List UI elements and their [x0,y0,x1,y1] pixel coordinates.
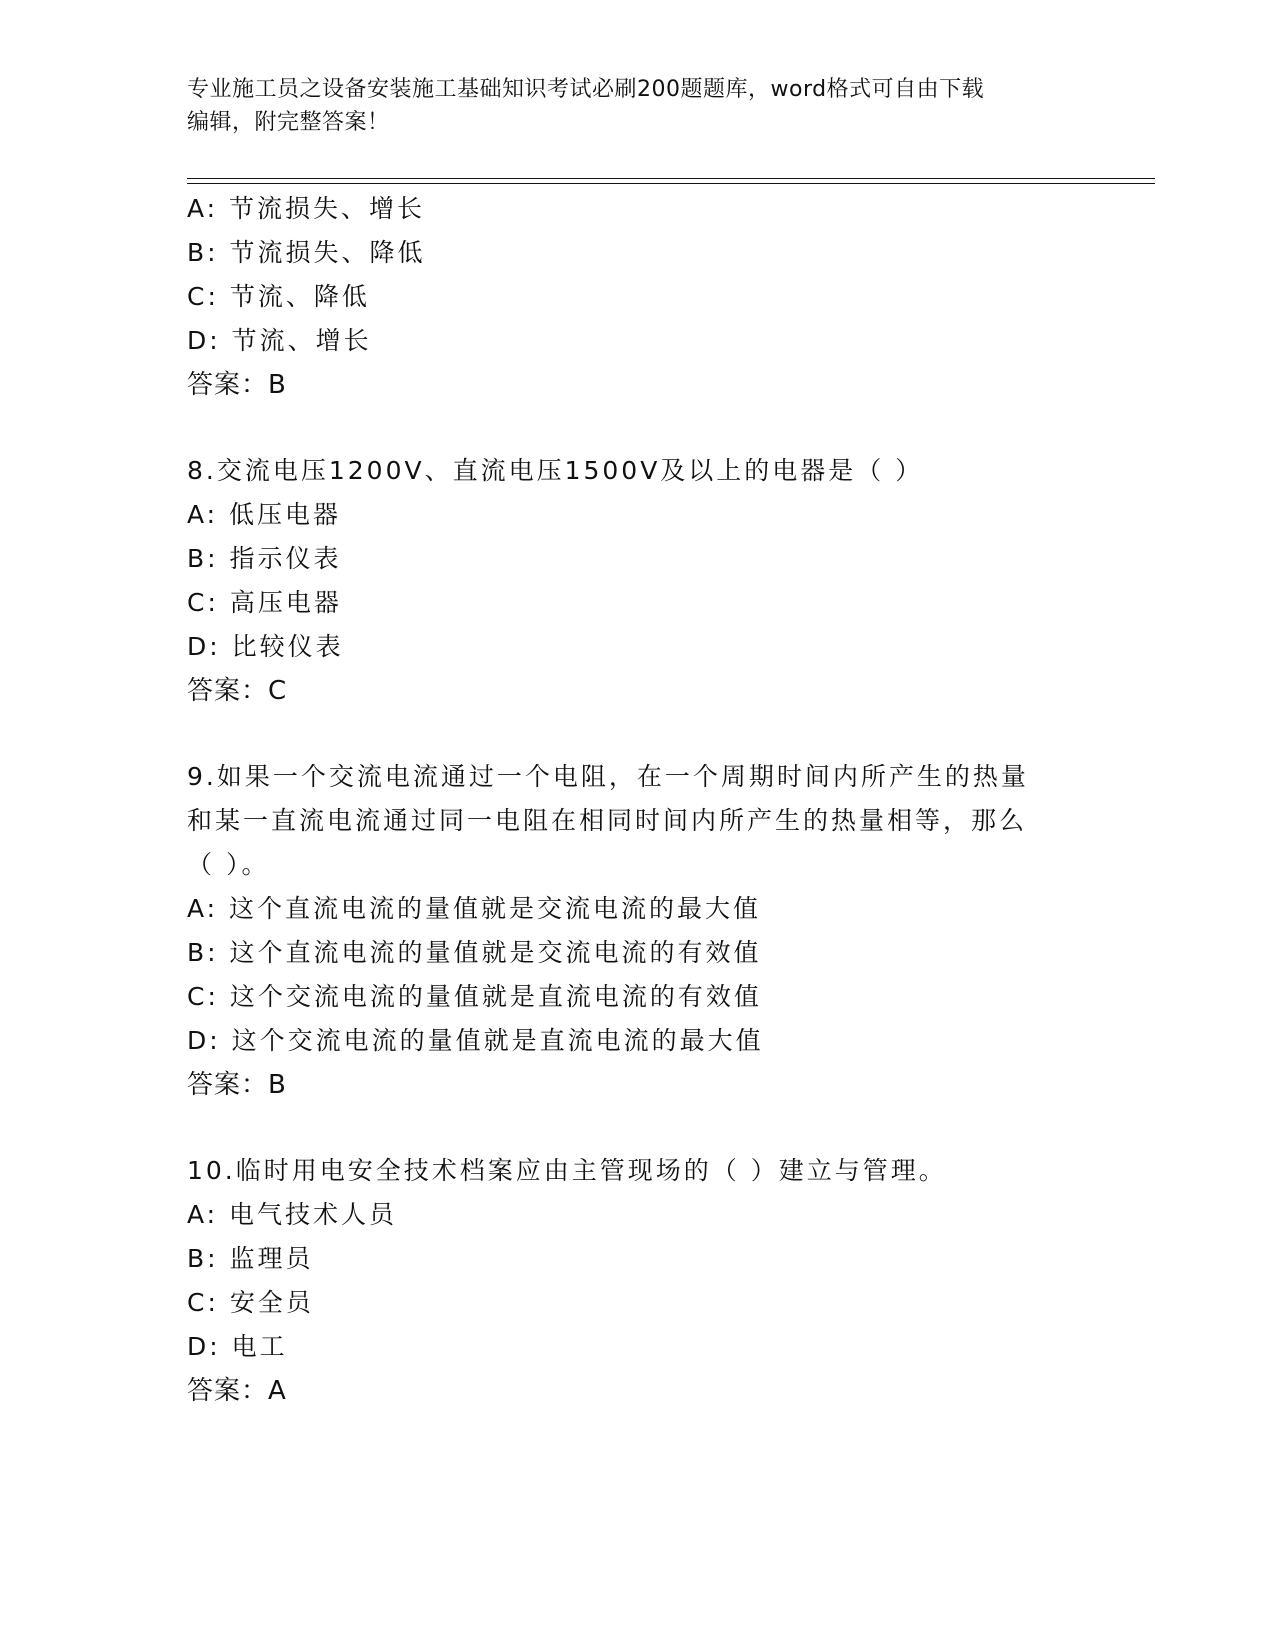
q9-option-b: B: 这个直流电流的量值就是交流电流的有效值 [187,938,762,967]
q10-option-c: C: 安全员 [187,1288,314,1317]
q9-option-a: A: 这个直流电流的量值就是交流电流的最大值 [187,894,762,923]
q7-answer: 答案：B [187,370,287,400]
q8-stem: 8.交流电压1200V、直流电压1500V及以上的电器是（ ） [187,456,924,485]
q9-answer: 答案：B [187,1070,287,1100]
header-line-1: 专业施工员之设备安装施工基础知识考试必刷200题题库，word格式可自由下载 [187,77,985,102]
q8-option-a: A: 低压电器 [187,500,342,529]
q9-stem-line-3: （ ）。 [187,850,270,879]
q8-option-b: B: 指示仪表 [187,544,342,573]
q9-stem-line-2: 和某一直流电流通过同一电阻在相同时间内所产生的热量相等，那么 [187,806,1028,835]
q7-option-a: A: 节流损失、增长 [187,194,426,223]
q10-answer: 答案：A [187,1376,287,1406]
header-line-2: 编辑，附完整答案！ [187,110,390,135]
q9-option-c: C: 这个交流电流的量值就是直流电流的有效值 [187,982,762,1011]
q8-option-c: C: 高压电器 [187,588,342,617]
q7-option-d: D: 节流、增长 [187,326,372,355]
header-divider-bottom [187,183,1155,184]
q8-option-d: D: 比较仪表 [187,632,344,661]
q7-option-c: C: 节流、降低 [187,282,370,311]
q8-answer: 答案：C [187,676,288,706]
q10-stem: 10.临时用电安全技术档案应由主管现场的（ ）建立与管理。 [187,1156,947,1185]
q7-option-b: B: 节流损失、降低 [187,238,426,267]
q10-option-b: B: 监理员 [187,1244,314,1273]
header-divider-top [187,178,1155,179]
q9-stem-line-1: 9.如果一个交流电流通过一个电阻，在一个周期时间内所产生的热量 [187,762,1029,791]
q10-option-d: D: 电工 [187,1332,288,1361]
document-header [187,73,1087,139]
q9-option-d: D: 这个交流电流的量值就是直流电流的最大值 [187,1026,764,1055]
q10-option-a: A: 电气技术人员 [187,1200,398,1229]
